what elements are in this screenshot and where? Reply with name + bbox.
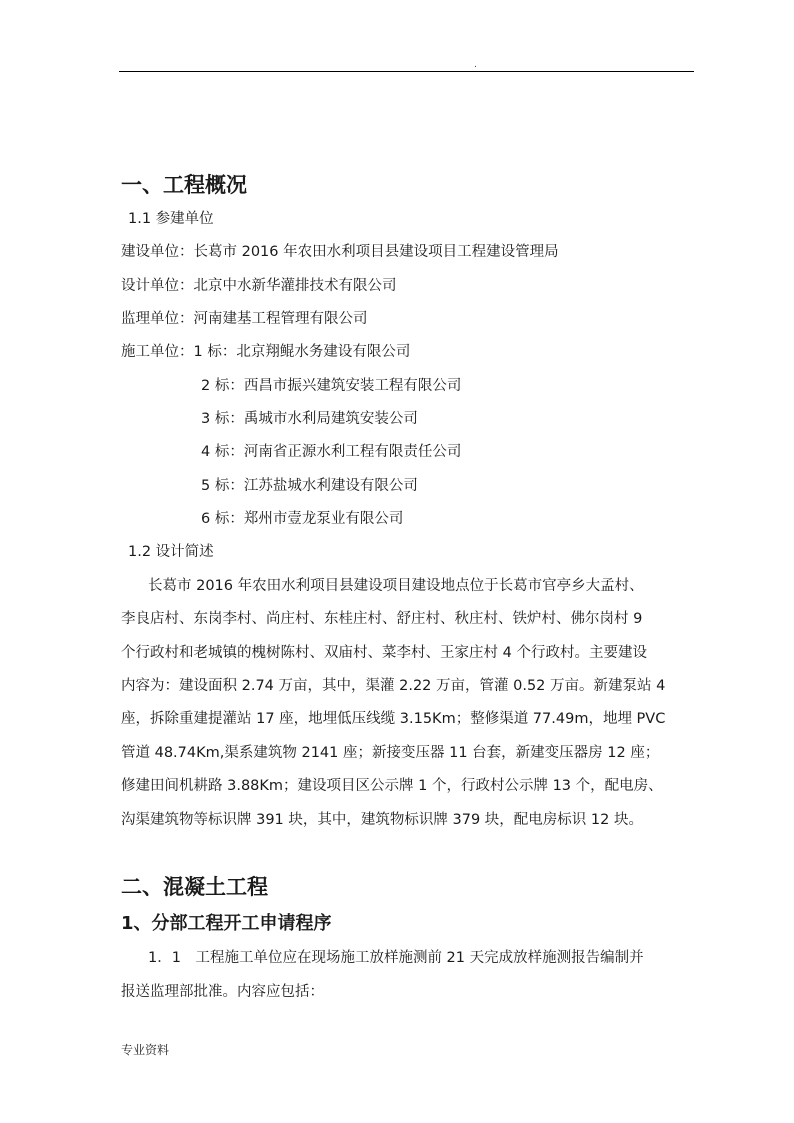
desc-line: 内容为：建设面积 2.74 万亩，其中，渠灌 2.22 万亩，管灌 0.52 万亩。新建泵站 4 [121, 678, 666, 694]
contractor-lot-6: 6 标：郑州市壹龙泵业有限公司 [201, 511, 404, 527]
contractor-lot-3: 3 标：禹城市水利局建筑安装公司 [201, 411, 418, 427]
section2-title: 二、混凝土工程 [121, 875, 268, 899]
contractor-lot-2: 2 标：西昌市振兴建筑安装工程有限公司 [201, 378, 462, 394]
section1-sub1: 1.1 参建单位 [128, 211, 214, 227]
contractor-lot-4: 4 标：河南省正源水利工程有限责任公司 [201, 444, 462, 460]
desc-line: 李良店村、东岗李村、尚庄村、东桂庄村、舒庄村、秋庄村、铁炉村、佛尔岗村 9 [121, 611, 643, 627]
desc-line: 长葛市 2016 年农田水利项目县建设项目建设地点位于长葛市官亭乡大孟村、 [148, 578, 644, 594]
contractor-unit: 施工单位：1 标：北京翔鲲水务建设有限公司 [121, 344, 411, 360]
header-mark: . [474, 60, 477, 70]
contractor-lot-5: 5 标：江苏盐城水利建设有限公司 [201, 478, 418, 494]
desc-line: 修建田间机耕路 3.88Km；建设项目区公示牌 1 个，行政村公示牌 13 个，配电房、 [121, 778, 663, 794]
design-unit: 设计单位：北京中水新华灌排技术有限公司 [121, 278, 397, 294]
desc-line: 座，拆除重建提灌站 17 座，地埋低压线缆 3.15Km；整修渠道 77.49m，地埋 PVC [121, 711, 666, 727]
section2-para-line: 1．1 工程施工单位应在现场施工放样施测前 21 天完成放样施测报告编制并 [148, 950, 644, 966]
footer-text: 专业资料 [121, 1043, 170, 1057]
desc-line: 沟渠建筑物等标识牌 391 块，其中，建筑物标识牌 379 块，配电房标识 12 块。 [121, 812, 643, 828]
section1-sub2: 1.2 设计简述 [128, 544, 214, 560]
section2-sub1: 1、分部工程开工申请程序 [121, 913, 332, 934]
section2-para-line: 报送监理部批准。内容应包括： [121, 984, 324, 1000]
header-rule [119, 71, 694, 72]
owner-unit: 建设单位：长葛市 2016 年农田水利项目县建设项目工程建设管理局 [121, 244, 559, 260]
desc-line: 个行政村和老城镇的槐树陈村、双庙村、菜李村、王家庄村 4 个行政村。主要建设 [121, 645, 647, 661]
section1-title: 一、工程概况 [121, 173, 247, 197]
supervision-unit: 监理单位：河南建基工程管理有限公司 [121, 311, 368, 327]
desc-line: 管道 48.74Km,渠系建筑物 2141 座；新接变压器 11 台套，新建变压器房 12 座； [121, 745, 660, 761]
